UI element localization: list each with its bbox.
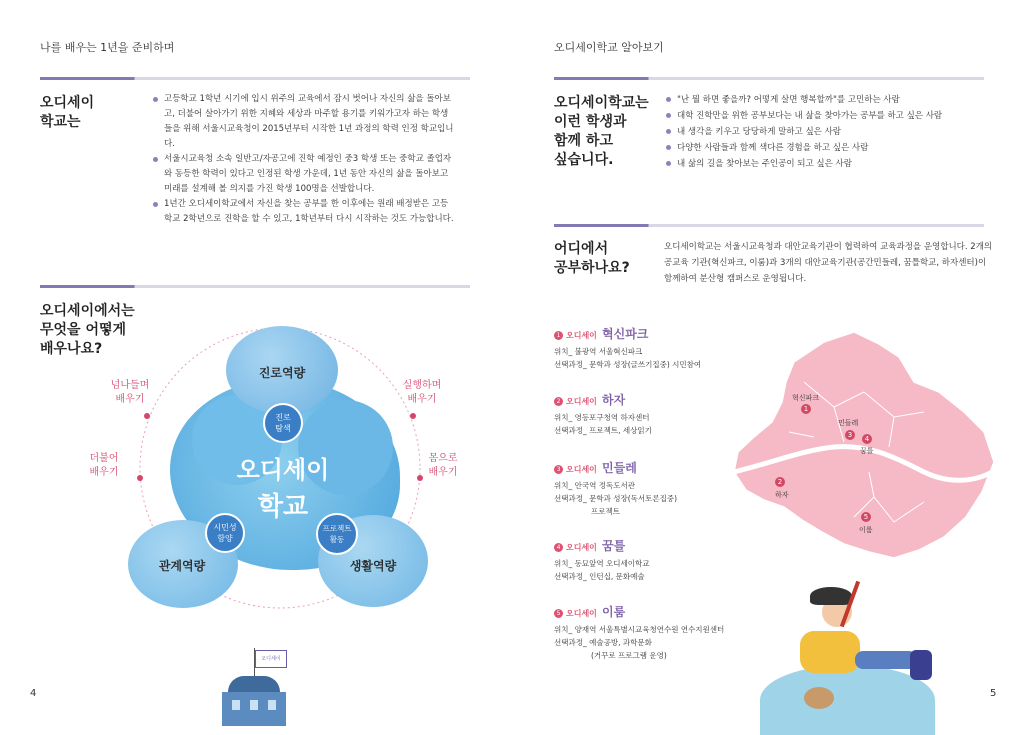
location-line: (거꾸로 프로그램 운영) [591, 651, 667, 660]
intro-bullet: 1년간 오디세이학교에서 자신을 찾는 공부를 한 이후에는 원래 배정받은 고등학교 2학년으로 진학을 할 수 있고, 1학년부터 다시 시작하는 것도 가능합니다. [151, 197, 456, 227]
location-line: 선택과정_ 문학과 성장(글쓰기집중) 시민참여 [554, 360, 702, 369]
location-num: 1 [554, 331, 563, 340]
map-marker: 1 [801, 404, 811, 414]
who-rule [554, 77, 984, 80]
location-item [554, 601, 794, 662]
location-line: 위치_ 양재역 서울특별시교육청연수원 연수지원센터 [554, 625, 725, 634]
seoul-map [694, 322, 1004, 582]
way-cross: 넘나들며 배우기 [110, 380, 150, 405]
left-page-number: 4 [30, 688, 37, 699]
who-bullets [664, 92, 994, 172]
who-bullet: 내 삶의 길을 찾아보는 주인공이 되고 싶은 사람 [664, 156, 994, 172]
intro-bullet: 서울시교육청 소속 일반고/자공고에 진학 예정인 중3 학생 또는 중학교 졸업자와 동등한 학력이 있다고 인정된 학생 가운데, 1년 동안 자신의 삶을 돌아보고 미래를 설계해 볼 의지를 가진 학생 100명을 선발합니다. [151, 152, 456, 197]
badge-citizenship: 시민성 함양 [205, 513, 245, 553]
map-label: 하자 [775, 491, 789, 499]
intro-bullets [151, 92, 456, 227]
ring-dot [410, 413, 416, 419]
map-label: 꿈틀 [860, 447, 874, 455]
location-line: 위치_ 영등포구청역 하자센터 [554, 413, 650, 422]
who-bullet: 대학 진학만을 위한 공부보다는 내 삶을 찾아가는 공부를 하고 싶은 사람 [664, 108, 994, 124]
location-num: 2 [554, 397, 563, 406]
school-building-illustration [218, 648, 290, 726]
who-bullet: 다양한 사람들과 함께 색다른 경험을 하고 싶은 사람 [664, 140, 994, 156]
location-name: 민들레 [602, 461, 637, 475]
location-line: 선택과정_ 예술공방, 과학문화 [554, 638, 652, 647]
location-line: 선택과정_ 인턴십, 문화예술 [554, 572, 645, 581]
map-label: 민들레 [838, 419, 859, 427]
who-bullet: "난 뭘 하면 좋을까? 어떻게 살면 행복할까"를 고민하는 사람 [664, 92, 994, 108]
way-body: 몸으로 배우기 [428, 453, 458, 478]
ring-dot [137, 475, 143, 481]
cloud-label-life: 생활역량 [349, 559, 397, 573]
left-page-header: 나를 배우는 1년을 준비하며 [40, 41, 175, 54]
cloud-label-relation: 관계역량 [158, 559, 206, 573]
where-rule [554, 224, 984, 227]
palette [804, 687, 834, 709]
who-bullet: 내 생각을 키우고 당당하게 말하고 싶은 사람 [664, 124, 994, 140]
location-line: 위치_ 불광역 서울혁신파크 [554, 347, 643, 356]
cloud-label-career: 진로역량 [258, 366, 306, 380]
map-label: 이룸 [859, 526, 873, 534]
location-label: 오디세이 [566, 543, 597, 552]
how-rule [40, 285, 470, 288]
location-name: 꿈틀 [602, 539, 626, 553]
girl-painting-illustration [760, 575, 950, 726]
location-label: 오디세이 [566, 609, 597, 618]
location-name: 이룸 [602, 605, 626, 619]
location-name: 혁신파크 [602, 327, 649, 341]
how-title: 오디세이에서는 무엇을 어떻게 배우나요? [40, 303, 135, 357]
location-line: 선택과정_ 문학과 성장(독서토론집중) [554, 494, 678, 503]
location-num: 3 [554, 465, 563, 474]
way-together: 더불어 배우기 [89, 453, 119, 478]
map-marker: 3 [845, 430, 855, 440]
location-line: 프로젝트 [591, 507, 620, 516]
location-label: 오디세이 [566, 331, 597, 340]
center-title-1: 오디세이 [236, 456, 330, 484]
intro-title: 오디세이 학교는 [40, 95, 95, 130]
center-title-2: 학교 [257, 492, 309, 522]
right-page-number: 5 [990, 688, 997, 699]
intro-rule [40, 77, 470, 80]
way-action: 실행하며 배우기 [402, 380, 442, 405]
location-label: 오디세이 [566, 397, 597, 406]
map-marker: 2 [775, 477, 785, 487]
right-page-header: 오디세이학교 알아보기 [554, 41, 664, 54]
where-title: 어디에서 공부하나요? [554, 241, 630, 276]
location-line: 선택과정_ 프로젝트, 세상읽기 [554, 426, 652, 435]
location-line: 위치_ 동묘앞역 오디세이학교 [554, 559, 650, 568]
badge-project: 프로젝트 활동 [316, 513, 358, 555]
map-label: 혁신파크 [792, 394, 820, 402]
location-line: 위치_ 안국역 정독도서관 [554, 481, 635, 490]
who-title: 오디세이학교는 이런 학생과 함께 하고 싶습니다. [554, 95, 649, 168]
intro-bullet: 고등학교 1학년 시기에 입시 위주의 교육에서 잠시 벗어나 자신의 삶을 돌아보고, 더불어 살아가기 위한 지혜와 세상과 마주할 용기를 키워가고자 하는 학생들을 위해 서울시교육청이 2015년부터 시작한 1년 과정의 학력 인정 학교입니다. [151, 92, 456, 152]
location-name: 하자 [602, 393, 626, 407]
ring-dot [144, 413, 150, 419]
shoe [910, 650, 932, 680]
map-marker: 5 [861, 512, 871, 522]
location-num: 4 [554, 543, 563, 552]
flag: 오디세이 [255, 650, 287, 668]
badge-career-explore: 진로 탐색 [263, 403, 303, 443]
where-text: 오디세이학교는 서울시교육청과 대안교육기관이 협력하여 교육과정을 운영합니다. 2개의 공교육 기관(혁신파크, 이룸)과 3개의 대안교육기관(공간민들레, 꿈틀학교, 하자센터)이 함께하여 분산형 캠퍼스로 운영됩니다. [664, 242, 993, 284]
location-num: 5 [554, 609, 563, 618]
map-marker: 4 [862, 434, 872, 444]
location-label: 오디세이 [566, 465, 597, 474]
